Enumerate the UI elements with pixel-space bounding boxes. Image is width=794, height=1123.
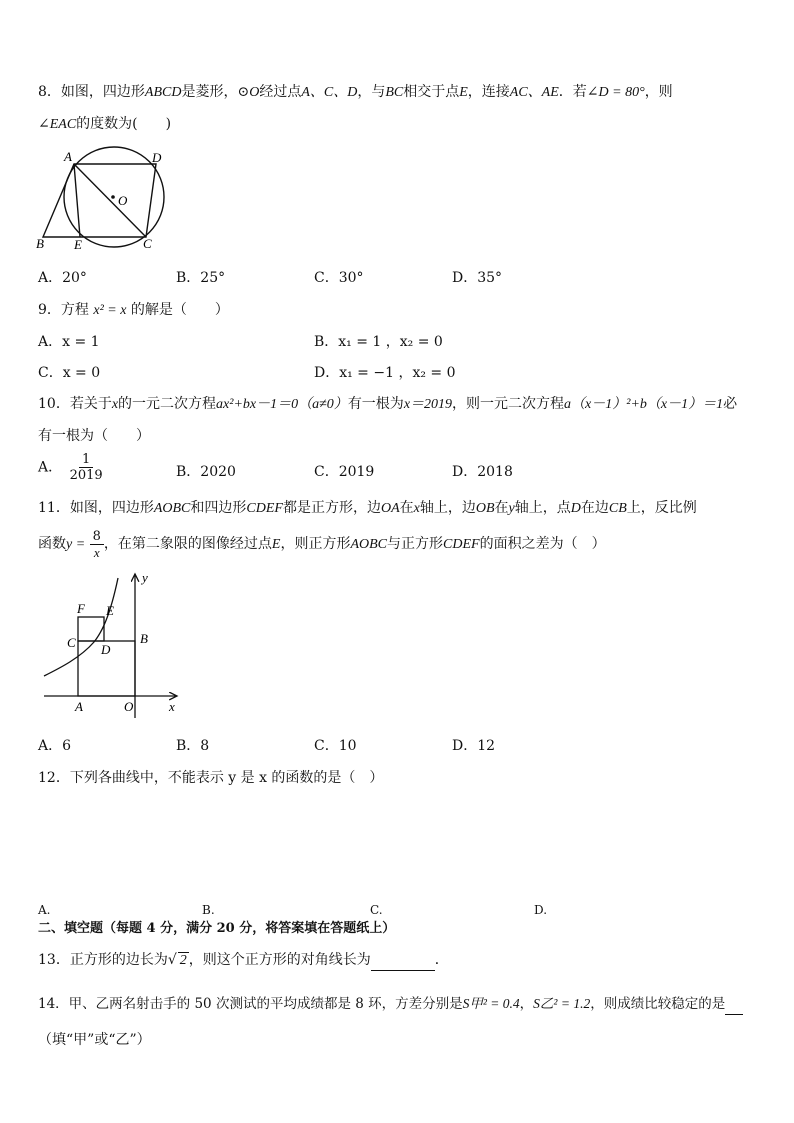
q8-math: ∠D = 80° — [586, 85, 645, 100]
q10-equation: a（x－1）²+b（x－1）＝1 — [564, 397, 724, 412]
q8-figure — [30, 145, 170, 255]
q10-option-b[interactable]: B．2020 — [176, 464, 236, 480]
q10-line1 — [38, 394, 737, 415]
q11-label-b: B — [140, 631, 148, 646]
q9-option-a[interactable]: A．x = 1 — [38, 334, 100, 350]
q10-text: 有一根为 — [347, 396, 404, 412]
q11-text: 与正方形 — [387, 536, 444, 552]
q8-text: ，与 — [357, 84, 386, 100]
q14-variance-b: S乙² = 1.2 — [533, 996, 591, 1011]
fraction-numerator: 1 — [79, 452, 93, 468]
q10-text: 10．若关于 — [38, 396, 112, 412]
q8-option-b[interactable]: B．25° — [176, 270, 226, 286]
q11-label-x: x — [169, 699, 175, 714]
q12-stem: 12．下列各曲线中，不能表示 y 是 x 的函数的是（ ） — [38, 770, 384, 786]
q8-text: 如图，四边形 — [60, 84, 145, 100]
fraction-denominator: x — [93, 544, 100, 560]
q10-text: 的一元二次方程 — [118, 396, 217, 412]
q12-option-a[interactable]: A. — [38, 903, 51, 917]
q13-sqrt-value: 2 — [179, 953, 187, 968]
q11-text: 轴上，边 — [419, 500, 476, 516]
q11-label-o: O — [124, 699, 134, 714]
q8-text: ．若 — [558, 84, 587, 100]
q11-square-cdef — [78, 617, 104, 641]
q11-text: 在边 — [580, 500, 609, 516]
q11-math: OA — [380, 501, 400, 516]
q8-line2 — [38, 114, 171, 135]
q11-label-f: F — [77, 601, 85, 616]
q11-line1 — [38, 498, 697, 519]
q10-text: 有一根为（ ） — [38, 428, 150, 444]
q8-option-a[interactable]: A．20° — [38, 270, 87, 286]
q11-figure — [40, 568, 190, 718]
q14-line1 — [38, 994, 743, 1015]
q8-option-d[interactable]: D．35° — [452, 270, 503, 286]
q10-option-c[interactable]: C．2019 — [314, 464, 375, 480]
q8-line1 — [38, 82, 673, 103]
fraction-denominator: 2019 — [69, 468, 103, 483]
q8-text: 的度数为( ) — [76, 116, 172, 132]
q8-math: E — [459, 85, 468, 100]
q11-text: 上，反比例 — [626, 500, 697, 516]
q8-circle-symbol: ⊙ — [237, 84, 250, 100]
q11-label-y: y — [142, 570, 148, 585]
q8-label-o: O — [118, 193, 128, 208]
q12-option-c[interactable]: C. — [370, 903, 383, 917]
q8-segment-ac — [74, 164, 146, 237]
q11-option-c[interactable]: C．10 — [314, 738, 357, 754]
q11-math: E — [271, 537, 281, 552]
q8-math: BC — [385, 85, 404, 100]
q9-option-d[interactable]: D．x₁ = −1 ，x₂ = 0 — [314, 365, 456, 381]
q8-text: ，连接 — [467, 84, 510, 100]
q8-text: ，则 — [644, 84, 673, 100]
q11-math: CDEF — [443, 537, 480, 552]
q11-option-d[interactable]: D．12 — [452, 738, 496, 754]
q14-line2: （填“甲”或“乙”） — [38, 1032, 151, 1048]
q14-text: ， — [519, 996, 534, 1012]
q11-math: x — [413, 501, 420, 516]
q10-option-a-label: A． — [38, 459, 63, 476]
q11-math: y = — [66, 537, 86, 552]
q11-text: ，则正方形 — [280, 536, 351, 552]
q13-sqrt: √ 2 — [167, 952, 187, 968]
q11-function-fraction — [90, 529, 104, 560]
q11-text: 轴上，点 — [514, 500, 571, 516]
q13-answer-blank[interactable] — [371, 950, 435, 971]
q9-text: 9．方程 — [38, 302, 89, 318]
q11-line2 — [38, 526, 606, 563]
q8-label-e: E — [74, 237, 82, 252]
q8-math: O — [249, 85, 260, 100]
q12-option-d[interactable]: D. — [534, 903, 548, 917]
q11-option-b[interactable]: B．8 — [176, 738, 210, 754]
q9-text: 的解是（ ） — [130, 302, 229, 318]
q8-text: 相交于点 — [403, 84, 460, 100]
q10-equation: ax²+bx－1＝0（a≠0） — [216, 397, 348, 412]
q14-variance-a: S甲² = 0.4 — [462, 996, 520, 1011]
q10-option-a[interactable] — [38, 452, 106, 483]
q8-option-c[interactable]: C．30° — [314, 270, 364, 286]
q11-label-d: D — [101, 642, 111, 657]
q11-math: OB — [475, 501, 495, 516]
q11-label-c: C — [67, 635, 76, 650]
q14-text: 14．甲、乙两名射击手的 50 次测试的平均成绩都是 8 环，方差分别是 — [38, 996, 463, 1012]
q8-label-a: A — [64, 149, 72, 164]
q8-label-b: B — [36, 236, 44, 251]
q13-stem — [38, 950, 449, 971]
q8-segment-ae — [74, 164, 80, 237]
q8-math: A、C、D — [301, 85, 358, 100]
q11-text: 在 — [494, 500, 509, 516]
q11-label-e: E — [106, 603, 114, 618]
fraction-numerator: 8 — [90, 529, 104, 545]
q11-text: ，在第二象限的图像经过点 — [103, 536, 272, 552]
q11-text: 都是正方形，边 — [282, 500, 381, 516]
q10-text: 必 — [723, 396, 738, 412]
q8-math: AC、AE — [509, 85, 559, 100]
q9-option-b[interactable]: B．x₁ = 1 ，x₂ = 0 — [314, 334, 443, 350]
q8-label-c: C — [143, 236, 152, 251]
q11-math: AOBC — [153, 501, 191, 516]
q11-text: 11．如图，四边形 — [38, 500, 154, 516]
q11-text: 在 — [399, 500, 414, 516]
q14-text: ，则成绩比较稳定的是 — [590, 996, 726, 1012]
q11-math: CDEF — [246, 501, 283, 516]
q11-option-a[interactable]: A．6 — [38, 738, 72, 754]
q11-hyperbola-curve — [44, 578, 118, 676]
q8-math: ABCD — [144, 85, 182, 100]
q11-math: CB — [608, 501, 627, 516]
q13-text: 13．正方形的边长为 — [38, 952, 168, 968]
q13-text: ，则这个正方形的对角线长为 — [188, 952, 371, 968]
q10-option-a-fraction — [67, 452, 106, 483]
q10-math: x＝2019 — [403, 397, 453, 412]
q11-text: 函数 — [38, 536, 66, 552]
q10-option-d[interactable]: D．2018 — [452, 464, 513, 480]
q11-math: AOBC — [350, 537, 388, 552]
q8-math: ∠EAC — [38, 117, 77, 132]
q10-math: x — [111, 397, 119, 412]
q11-math: y — [508, 501, 515, 516]
q14-answer-blank[interactable] — [725, 994, 743, 1015]
q9-option-c[interactable]: C．x = 0 — [38, 365, 101, 381]
q9-equation: x² = x — [93, 303, 127, 318]
q11-label-a: A — [75, 699, 83, 714]
q8-text: 是菱形， — [181, 84, 238, 100]
q8-number: 8． — [38, 84, 61, 100]
q12-option-b[interactable]: B. — [202, 903, 215, 917]
section-2-title: 二、填空题（每题 4 分，满分 20 分，将答案填在答题纸上） — [38, 921, 396, 936]
q8-label-d: D — [152, 150, 162, 165]
q8-rhombus — [43, 164, 156, 237]
q9-stem — [38, 300, 229, 321]
q13-text: ． — [434, 952, 449, 968]
q10-line2 — [38, 426, 150, 446]
q11-math: D — [570, 501, 581, 516]
q11-text: 和四边形 — [190, 500, 247, 516]
q8-text: 经过点 — [259, 84, 302, 100]
q8-center-dot — [111, 195, 115, 199]
q10-text: ，则一元二次方程 — [452, 396, 565, 412]
q11-text: 的面积之差为（ ） — [479, 536, 606, 552]
